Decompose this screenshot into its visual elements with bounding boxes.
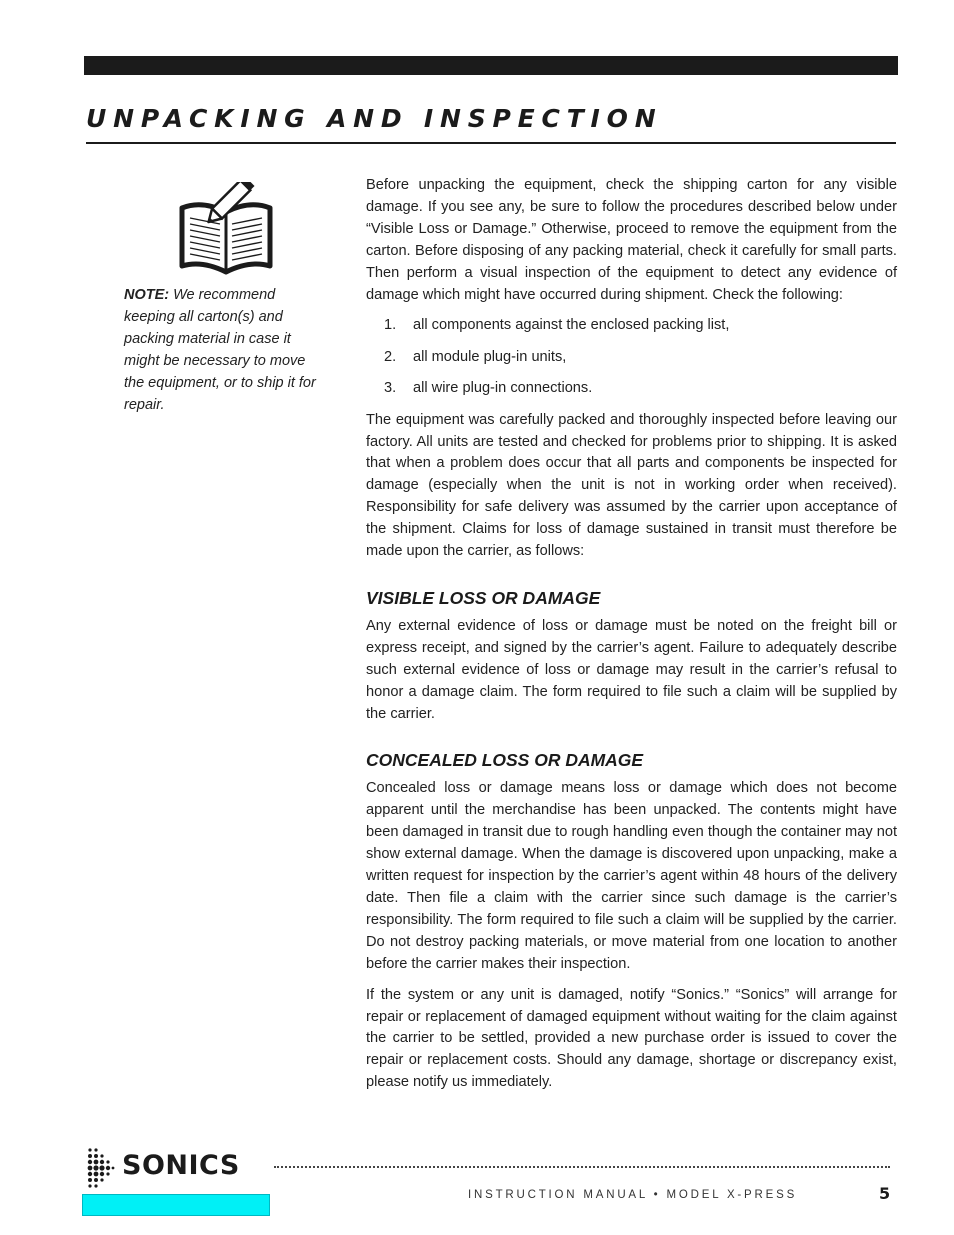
title-rule [86,142,896,144]
list-text: all components against the enclosed packing list, [413,317,730,334]
list-text: all wire plug-in connections. [413,380,593,397]
list-number: 2. [384,348,397,365]
packing-paragraph: The equipment was carefully packed and thoroughly inspected before leaving our factory. All units are tested and checked for problems prior to shipping. It is asked that when a problem does occur that all parts and components be inspected for damage (especially when the unit is not in working order when received). Responsibility for safe delivery was assumed by the carrier upon acceptance of the shipment. Claims for loss of damage sustained in transit must therefore be made upon the carrier, as follows: [366,411,897,560]
logo-dots-icon [86,1146,116,1190]
list-item [366,315,897,337]
dot-leader [274,1166,890,1168]
list-text: all module plug-in units, [413,348,567,365]
sonics-logo [86,1146,276,1190]
list-item [366,378,897,400]
list-number: 1. [384,317,397,334]
accent-box [82,1194,270,1216]
concealed-loss-heading: CONCEALED LOSS OR DAMAGE [366,750,644,771]
page-number: 5 [879,1184,891,1203]
closing-paragraph: If the system or any unit is damaged, notify “Sonics.” “Sonics” will arrange for repair or replacement of damaged equipment without waiting for the claim against the carrier to be settled, provided a new purchase order is issued to cover the repair or replacement costs. Should any damage, shortage or discrepancy exist, please notify us immediately. [366,986,897,1091]
note-text: We recommend keeping all carton(s) and packing material in case it might be necessary to move the equipment, or to ship it for repair. [124,287,316,413]
logo-text: SONICS [122,1150,240,1181]
sidebar-note [124,284,324,416]
visible-loss-heading: VISIBLE LOSS OR DAMAGE [366,587,601,608]
main-content [366,175,897,1094]
header-bar [84,56,898,75]
concealed-loss-paragraph: Concealed loss or damage means loss or damage which does not become apparent until the merchandise has been unpacked. The contents might have been damaged in transit due to rough handling even though the container may not show external damage. When the damage is discovered upon unpacking, make a written request for inspection by the carrier’s agent within 48 hours of the delivery date. Then file a claim with the carrier since such damage is the carrier’s responsibility. The form required to file such a claim will be supplied by the carrier. Do not destroy packing materials, or move material from one location to another before the carrier makes their inspection. [366,780,897,972]
intro-paragraph: Before unpacking the equipment, check the shipping carton for any visible damage. If you see any, be sure to follow the procedures described below under “Visible Loss or Damage.” Otherwise, proceed to remove the equipment from the carton. Before disposing of any packing material, check it carefully for small parts. Then perform a visual inspection of the equipment to detect any evidence of damage which might have occurred during shipment. Check the following: [366,177,897,303]
book-pencil-icon [176,182,276,278]
list-item [366,347,897,369]
visible-loss-paragraph: Any external evidence of loss or damage must be noted on the freight bill or express receipt, and signed by the carrier’s agent. Failure to adequately describe such external evidence of loss or damage may result in the carrier’s refusal to honor a damage claim. The form required to file such a claim will be supplied by the carrier. [366,617,897,722]
list-number: 3. [384,380,397,397]
manual-label: INSTRUCTION MANUAL • MODEL X-PRESS [468,1189,798,1201]
note-label: NOTE: [124,287,170,303]
page-title: UNPACKING AND INSPECTION [86,104,663,133]
inspection-checklist [366,315,897,400]
